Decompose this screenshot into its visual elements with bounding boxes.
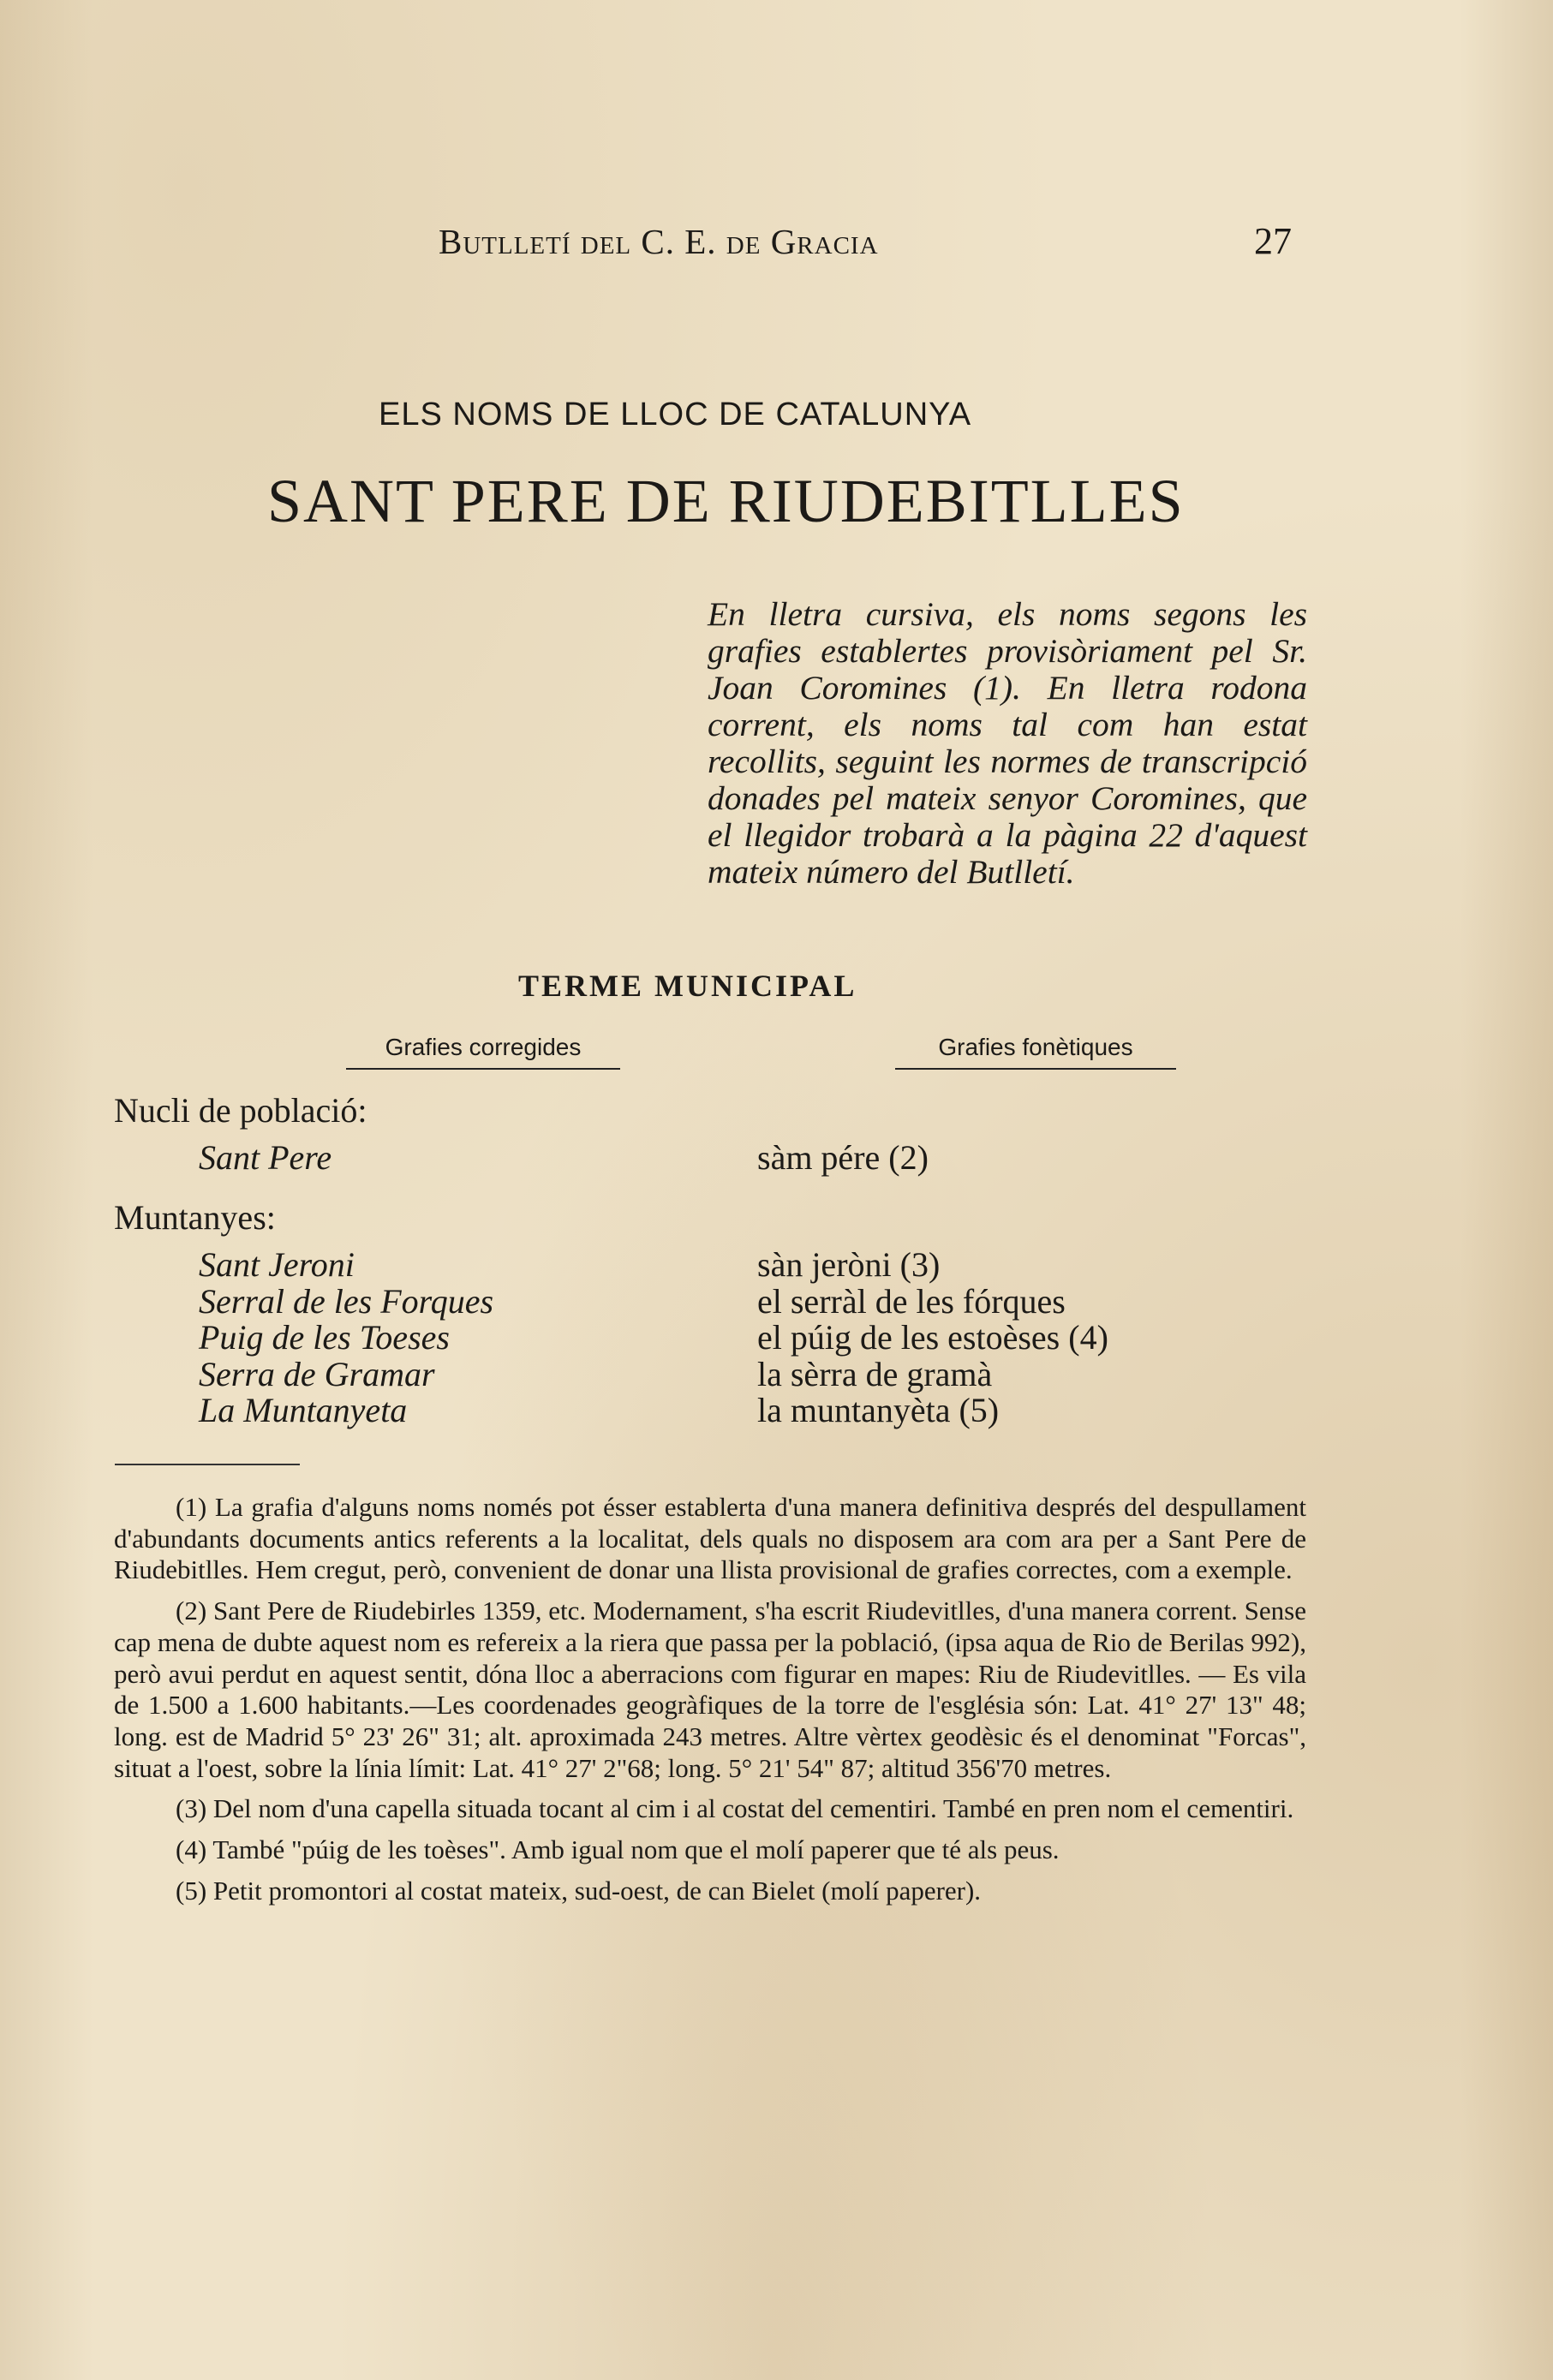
footnote-text: Sant Pere de Riudebirles 1359, etc. Modernament, s'ha escrit Riudevitlles, d'una manera corrent. Sense cap mena de dubte aquest nom es refereix a la riera que passa per la població, (ipsa aqua de Rio de Berilas 992), però avui perdut en aquest sentit, dóna lloc a aberracions com figurar en mapes: Riu de Riudevitlles. — Es vila de 1.500 a 1.600 habitants.—Les coordenades geogràfiques de la torre de l'església són: Lat. 41° 27' 13" 48; long. est de Madrid 5° 23' 26" 31; alt. aproximada 243 metres. Altre vèrtex geodèsic és el denominat "Forcas", situat a l'oest, sobre la línia límit: Lat. 41° 27' 2"68; long. 5° 21' 54" 87; altitud 356'70 metres. — [114, 1596, 1307, 1783]
footnote-divider — [115, 1464, 300, 1465]
place-name: La Muntanyeta — [199, 1391, 408, 1430]
group-label-nucli: Nucli de població: — [114, 1091, 367, 1130]
footnote-4 — [114, 1834, 1306, 1866]
group-label-muntanyes: Muntanyes: — [114, 1198, 276, 1237]
footnote-number: (2) — [176, 1596, 207, 1626]
series-title: ELS NOMS DE LLOC DE CATALUNYA — [379, 397, 972, 432]
place-name: Puig de les Toeses — [199, 1318, 450, 1357]
footnote-text: La grafia d'alguns noms només pot ésser establerta d'una manera definitiva després del despullament d'abundants documents antics referents a la localitat, dels quals no disposem ara com ara per a Sant Pere de Riudebitlles. Hem cregut, però, convenient de donar una llista provisional de grafies correctes, com a exemple. — [114, 1492, 1306, 1585]
section-title: TERME MUNICIPAL — [518, 969, 857, 1003]
place-name: Serra de Gramar — [199, 1354, 435, 1393]
place-phonetic: el púig de les estoèses (4) — [757, 1318, 1108, 1357]
place-phonetic: sàm pére (2) — [757, 1138, 929, 1177]
footnote-number: (3) — [176, 1793, 207, 1824]
footnote-3 — [114, 1793, 1306, 1825]
place-phonetic: el serràl de les fórques — [757, 1281, 1066, 1321]
footnote-text: També "púig de les toèses". Amb igual nom que el molí paperer que té als peus. — [212, 1834, 1060, 1865]
footnote-1 — [114, 1492, 1306, 1586]
footnote-5 — [114, 1876, 1306, 1907]
place-phonetic: la muntanyèta (5) — [757, 1391, 1000, 1430]
intro-note: En lletra cursiva, els noms segons les grafies establertes provisòriament pel Sr. Joan Coromines (1). En lletra rodona corrent, els noms tal com han estat recollits, seguint les normes de transcripció donades pel mateix senyor Coromines, que el llegidor trobarà a la pàgina 22 d'aquest mateix número del Butlletí. — [708, 595, 1307, 891]
footnote-2 — [114, 1596, 1306, 1784]
place-name: Sant Jeroni — [199, 1245, 355, 1284]
page-number: 27 — [1254, 220, 1292, 262]
place-phonetic: sàn jeròni (3) — [757, 1245, 941, 1284]
page-title: SANT PERE DE RIUDEBITLLES — [267, 467, 1185, 535]
column-header-corrected: Grafies corregides — [346, 1034, 620, 1070]
footnote-number: (4) — [176, 1834, 207, 1865]
footnote-number: (1) — [176, 1492, 207, 1522]
running-head: Butlletí del C. E. de Gracia — [439, 222, 879, 261]
footnote-number: (5) — [176, 1875, 207, 1906]
footnotes — [114, 1492, 1306, 1906]
footnote-text: Del nom d'una capella situada tocant al cim i al costat del cementiri. També en pren nom el cementiri. — [212, 1793, 1294, 1824]
place-name: Sant Pere — [199, 1138, 332, 1177]
column-header-phonetic: Grafies fonètiques — [895, 1034, 1176, 1070]
place-phonetic: la sèrra de gramà — [757, 1354, 993, 1393]
place-name: Serral de les Forques — [199, 1281, 494, 1321]
footnote-text: Petit promontori al costat mateix, sud-oest, de can Bielet (molí paperer). — [212, 1875, 982, 1906]
